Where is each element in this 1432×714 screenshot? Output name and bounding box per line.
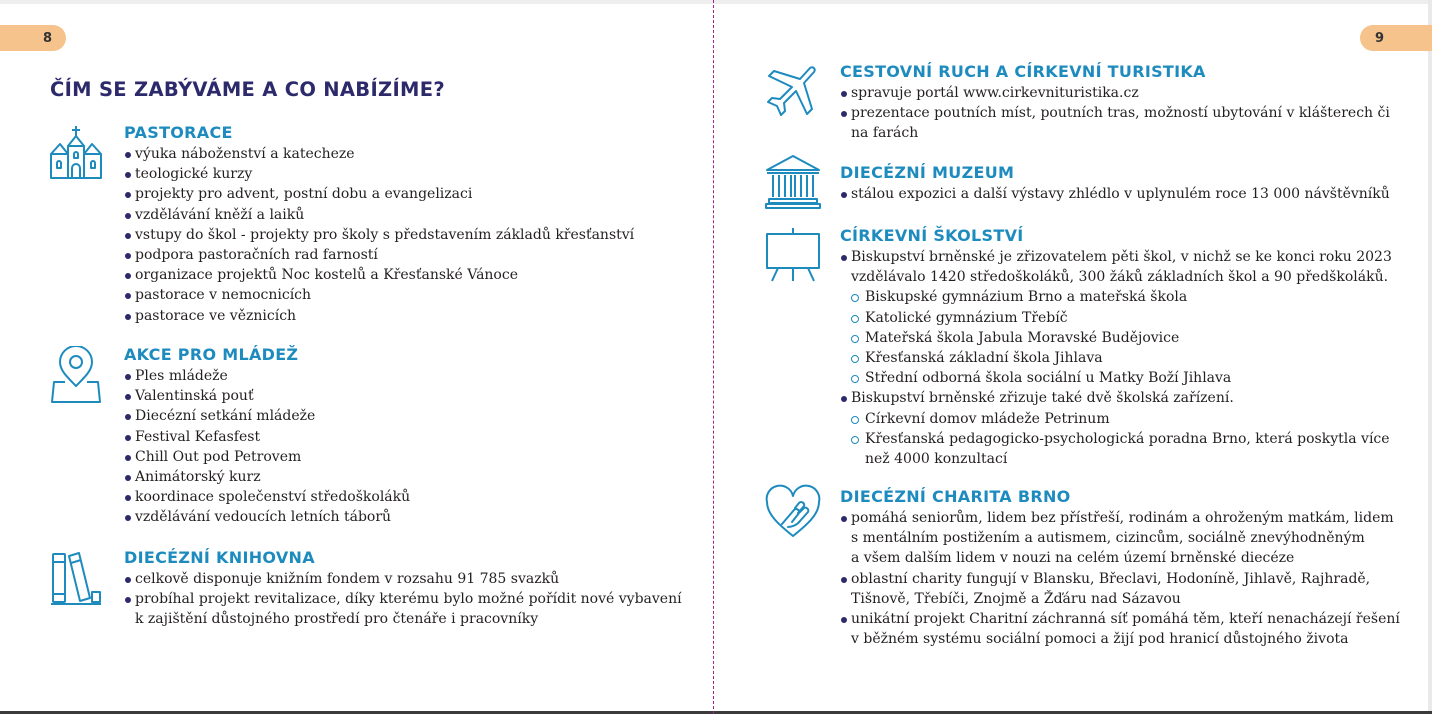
section-turistika (840, 61, 1390, 144)
list-item: výuka náboženství a katecheze (124, 144, 634, 164)
list-item-continuation: vzdělávalo 1420 středoškoláků, 300 žáků základních škol a 90 předškoláků. (851, 269, 1389, 286)
section-title: CESTOVNÍ RUCH A CÍRKEVNÍ TURISTIKA (840, 62, 1206, 81)
list-item: Animátorský kurz (124, 467, 410, 487)
books-icon (50, 548, 102, 606)
list-item: oblastní charity fungují v Blansku, Břeclavi, Hodoníně, Jihlavě, Rajhradě, (840, 569, 1400, 589)
section-title: DIECÉZNÍ MUZEUM (840, 163, 1015, 182)
airplane-icon (764, 63, 820, 119)
section-mladez (124, 344, 410, 528)
list-item: Chill Out pod Petrovem (124, 447, 410, 467)
section-pastorace (124, 122, 634, 326)
list-item: projekty pro advent, postní dobu a evangelizaci (124, 184, 634, 204)
list-item: Biskupství brněnské je zřizovatelem pěti škol, v nichž se ke konci roku 2023 (840, 247, 1392, 267)
list-item: teologické kurzy (124, 164, 634, 184)
sub-list-item: Biskupské gymnázium Brno a mateřská škola (840, 287, 1392, 307)
list-item: Biskupství brněnské zřizuje také dvě školská zařízení. (840, 388, 1392, 408)
right-edge (1428, 0, 1432, 714)
section-title: PASTORACE (124, 123, 233, 142)
list-item-continuation: Tišnově, Třebíči, Znojmě a Žďáru nad Sázavou (851, 590, 1181, 607)
sub-list-item: Křesťanská pedagogicko-psychologická poradna Brno, která poskytla více (840, 429, 1392, 449)
section-knihovna (124, 547, 682, 630)
sub-list-item-continuation: než 4000 konzultací (865, 451, 1008, 468)
list-item: pastorace ve věznicích (124, 306, 634, 326)
list-item: pastorace v nemocnicích (124, 285, 634, 305)
sub-list-item: Mateřská škola Jabula Moravské Budějovice (840, 328, 1392, 348)
list-item: koordinace společenství středoškoláků (124, 487, 410, 507)
list-item: prezentace poutních míst, poutních tras, možností ubytování v klášterech či (840, 103, 1390, 123)
section-skolstvi (840, 225, 1392, 469)
sub-list-item: Církevní domov mládeže Petrinum (840, 409, 1392, 429)
list-item: spravuje portál www.cirkevnituristika.cz (840, 83, 1390, 103)
page-gutter-divider (713, 0, 714, 714)
list-item: vzdělávání kněží a laiků (124, 205, 634, 225)
list-item-continuation: s mentálním postižením a autismem, cizincům, sociálně znevýhodněným (851, 530, 1365, 547)
page-title: ČÍM SE ZABÝVÁME A CO NABÍZÍME? (50, 78, 445, 101)
list-item: unikátní projekt Charitní záchranná síť pomáhá těm, kteří nenacházejí řešení (840, 609, 1400, 629)
sub-list-item: Střední odborná škola sociální u Matky Boží Jihlava (840, 368, 1392, 388)
map-pin-icon (50, 346, 102, 404)
list-item: podpora pastoračních rad farností (124, 245, 634, 265)
section-title: AKCE PRO MLÁDEŽ (124, 345, 299, 364)
heart-hand-icon (764, 484, 822, 540)
top-rule (0, 0, 1432, 4)
page-number-right: 9 (1360, 25, 1432, 51)
sub-list-item: Katolické gymnázium Třebíč (840, 308, 1392, 328)
section-title: CÍRKEVNÍ ŠKOLSTVÍ (840, 226, 1024, 245)
easel-board-icon (764, 226, 822, 282)
museum-icon (764, 153, 822, 209)
list-item: probíhal projekt revitalizace, díky kterému bylo možné pořídit nové vybavení (124, 589, 682, 609)
list-item: stálou expozici a další výstavy zhlédlo v uplynulém roce 13 000 návštěvníků (840, 184, 1390, 204)
list-item: Ples mládeže (124, 366, 410, 386)
list-item: Diecézní setkání mládeže (124, 406, 410, 426)
list-item: pomáhá seniorům, lidem bez přístřeší, rodinám a ohroženým matkám, lidem (840, 508, 1400, 528)
list-item-continuation: k zajištění důstojného prostředí pro čtenáře i pracovníky (135, 611, 539, 628)
church-icon (48, 124, 104, 180)
section-charita (840, 486, 1400, 649)
list-item: vstupy do škol - projekty pro školy s představením základů křesťanství (124, 225, 634, 245)
list-item-continuation: a všem dalším lidem v nouzi na celém území brněnské diecéze (851, 550, 1295, 567)
sub-list-item: Křesťanská základní škola Jihlava (840, 348, 1392, 368)
section-muzeum (840, 162, 1390, 204)
list-item-continuation: v běžném systému sociální pomoci a žijí pod hranicí důstojného života (851, 631, 1349, 648)
section-title: DIECÉZNÍ KNIHOVNA (124, 548, 315, 567)
list-item: organizace projektů Noc kostelů a Křesťanské Vánoce (124, 265, 634, 285)
list-item: Valentinská pouť (124, 386, 410, 406)
list-item-continuation: na farách (851, 125, 919, 142)
page-number-left: 8 (0, 25, 66, 51)
list-item: vzdělávání vedoucích letních táborů (124, 507, 410, 527)
list-item: Festival Kefasfest (124, 427, 410, 447)
section-title: DIECÉZNÍ CHARITA BRNO (840, 487, 1071, 506)
list-item: celkově disponuje knižním fondem v rozsahu 91 785 svazků (124, 569, 682, 589)
